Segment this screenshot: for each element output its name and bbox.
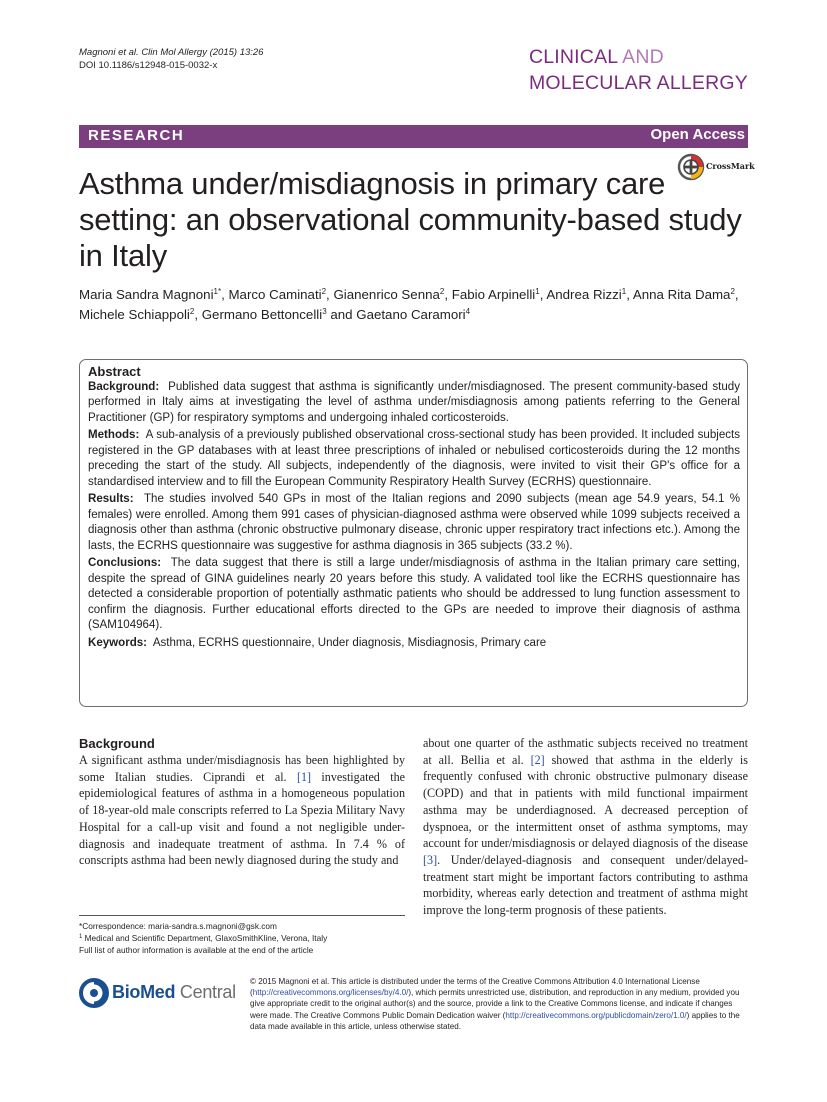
author: Michele Schiappoli$^2$ [79,307,195,322]
journal-word-molecular-allergy: MOLECULAR ALLERGY [528,72,748,94]
doi-line: DOI 10.1186/s12948-015-0032-x [79,60,218,71]
correspondence-note: *Correspondence: maria-sandra.s.magnoni@gsk.com [79,921,277,931]
journal-word-clinical: CLINICAL [528,46,618,68]
body-column-left: Background A significant asthma under/misdiagnosis has been highlighted by some Italian studies. Ciprandi et al. [1] investigated the epidemiological features of asthma in a homogeneous population of 18-year-old male conscripts referred to La Spezia Military Navy Hospital for a call-up visit and found a not negligible under-diagnosis and inadequate treatment of asthma. In 7.4 % of conscripts asthma had been newly diagnosed during the study and [79,736,405,868]
author: Gianenrico Senna$^2$ [333,287,445,302]
author: Gaetano Caramori$^4$ [356,307,471,322]
journal-word-and: AND [622,46,664,68]
license-link-cc-zero[interactable]: http://creativecommons.org/publicdomain/zero/1.0/ [505,1010,687,1020]
reference-link-3[interactable]: [3] [423,852,438,867]
author: Marco Caminati$^2$ [228,287,327,302]
author-info-note: Full list of author information is available at the end of the article [79,945,314,955]
abstract-methods: Methods: A sub-analysis of a previously published observational cross-sectional study has been provided. It included subjects registered in the GP databases with at least three prescriptions of inhaled or nebulised corticosteroids during the 12 months preceding the start of the study. All subjects, independently of the diagnosis, were invited to visit their GP's office for a standardised interview and to fill the European Community Respiratory Health Survey (ECRHS) questionnaire. [88,429,740,488]
author-list: Maria Sandra Magnoni$^{1*}$, Marco Caminati$^2$, Gianenrico Senna$^2$, Fabio Arpinelli$^1$, Andrea Rizzi$^1$, Anna Rita Dama$^2$, Michele Schiappoli$^2$, Germano Bettoncelli$^3$ and Gaetano Caramori$^4$ [79,287,739,322]
affiliation-note: $^1$ Medical and Scientific Department, GlaxoSmithKline, Verona, Italy [79,933,328,943]
abstract-keywords: Keywords: Asthma, ECRHS questionnaire, Under diagnosis, Misdiagnosis, Primary care [88,636,547,649]
abstract-results: Results: The studies involved 540 GPs in most of the Italian regions and 2090 subjects (mean age 54.9 years, 54.1 % females) were enrolled. Among them 991 cases of physician-diagnosed asthma were observed while 1099 subjects received a diagnosis other than asthma (chronic obstructive pulmonary disease, chronic upper respiratory tract infections etc.). Among the lasts, the ECRHS questionnaire was suggestive for asthma diagnosis in 365 subjects (33.2 %). [88,493,740,552]
article-type-label: RESEARCH [88,127,185,144]
journal-name [529,44,748,96]
author: Maria Sandra Magnoni$^{1*}$ [79,287,222,302]
abstract [88,364,740,653]
author: Germano Bettoncelli$^3$ [201,307,327,322]
footnotes [79,920,409,956]
author: Anna Rita Dama$^2$ [632,287,735,302]
citation-journal-line: Magnoni et al. Clin Mol Allergy (2015) 13:26 [79,47,264,58]
license-statement: © 2015 Magnoni et al. This article is distributed under the terms of the Creative Commons Attribution 4.0 International License (http://creativecommons.org/licenses/by/4.0/), which permits unrestricted use, distribution, and reproduction in any medium, provided you give appropriate credit to the original author(s) and the source, provide a link to the Creative Commons license, and indicate if changes were made. The Creative Commons Public Domain Dedication waiver (http://creativecommons.org/publicdomain/zero/1.0/) applies to the data made available in this article, unless otherwise stated. [250,977,740,1031]
abstract-conclusions: Conclusions: The data suggest that there is still a large under/misdiagnosis of asthma in the Italian primary care setting, despite the spread of GINA guidelines nearly 20 years before this study. A validated tool like the ECRHS questionnaire has detected a considerable proportion of potentially asthmatic patients who should be addressed to lung function assessment to confirm the diagnosis. Further educational efforts directed to the GPs are needed to improve their diagnosis of asthma (SAM104964). [88,557,740,631]
body-column-right: about one quarter of the asthmatic subjects received no treatment at all. Bellia et al. [2] showed that asthma in the elderly is frequently confused with chronic obstructive pulmonary disease (COPD) and that in patients with mild functional impairment asthma may be underdiagnosed. A decreased perception of dyspnoea, or the intermittent onset of asthma symptoms, may account for under/misdiagnosis or delayed diagnosis of the disease [3]. Under/delayed-diagnosis and consequent under/delayed-treatment start might be important factors contributing to asthma morbidity, whereas early detection and treatment of asthma might improve the long-term prognosis of these patients. [423,736,748,918]
author: Fabio Arpinelli$^1$ [451,287,540,302]
reference-link-1[interactable]: [1] [296,769,312,784]
author: Andrea Rizzi$^1$ [546,287,627,302]
open-access-label: Open Access [650,126,745,143]
crossmark-label: CrossMark [706,161,755,171]
license-link-cc-by[interactable]: http://creativecommons.org/licenses/by/4.0/ [252,988,409,998]
article-title: Asthma under/misdiagnosis in primary care setting: an observational community-based study in Italy [79,166,742,273]
article-citation [79,46,263,72]
abstract-background: Background: Published data suggest that asthma is significantly under/misdiagnosed. The present community-based study performed in Italy aims at investigating the level of asthma under/misdiagnosis among patients referring to the General Practitioner (GP) for respiratory symptoms and undergoing inhaled corticosteroids. [88,380,740,424]
reference-link-2[interactable]: [2] [530,752,545,767]
abstract-heading: Abstract [88,364,141,379]
section-heading-background: Background [79,736,155,751]
footnote-divider [79,915,405,916]
publisher-name: BioMed Central [112,982,236,1002]
